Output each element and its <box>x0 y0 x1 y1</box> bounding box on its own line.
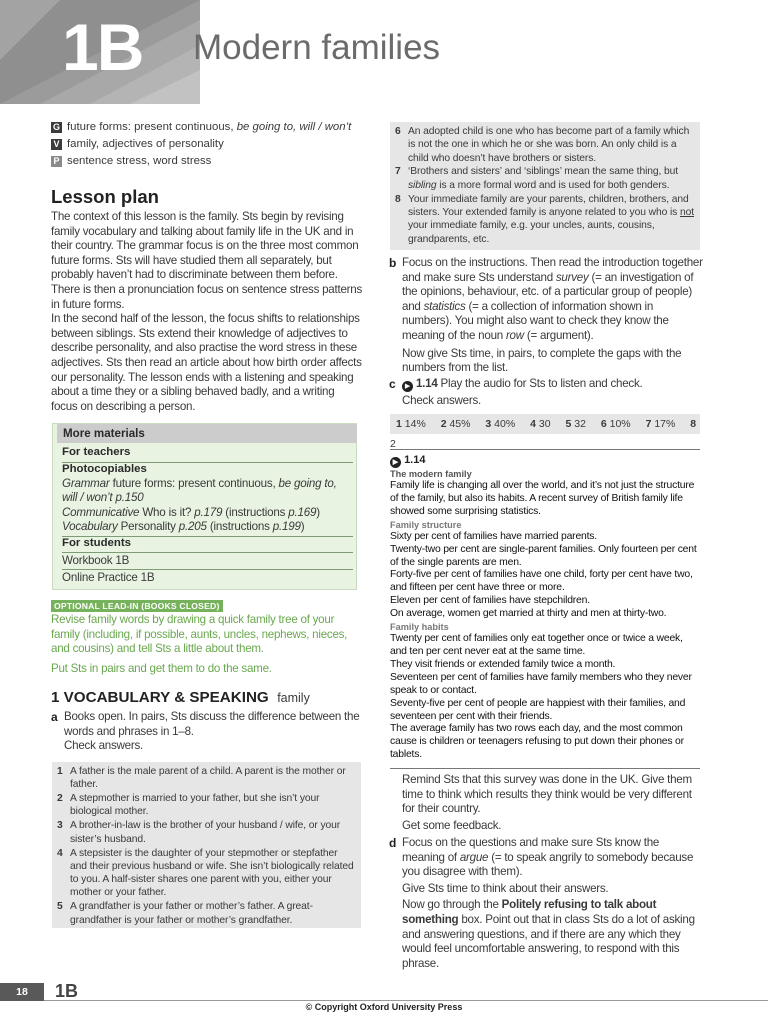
exercise-d-text3 <box>402 898 704 971</box>
answer-key-row <box>390 414 700 450</box>
answer-key-item <box>396 418 432 430</box>
key-val: 32 <box>574 418 586 430</box>
answer-key-item <box>530 418 556 430</box>
text: (= argument). <box>523 328 594 342</box>
heading-sub: family <box>277 691 310 705</box>
text: (instructions <box>206 520 273 533</box>
focus-text: sentence stress, word stress <box>67 155 212 167</box>
exercise-d <box>389 836 704 971</box>
answer-text: is a more formal word and is used for both genders. <box>436 179 670 191</box>
online-practice-ref: Online Practice 1B <box>62 571 155 584</box>
audio-icon[interactable]: ▶ <box>402 381 413 392</box>
answer-underline: not <box>679 206 694 218</box>
focus-grammar <box>51 120 351 135</box>
footer-rule <box>0 1000 768 1001</box>
audioscript-line: Seventeen per cent of families have family members who they never speak to or contact. <box>390 671 692 696</box>
focus-text-italic: be going to, will / won’t <box>236 121 352 133</box>
vocabulary-photocopiable <box>62 520 354 534</box>
track-number: 1.14 <box>415 377 438 390</box>
grammar-photocopiable <box>62 477 354 505</box>
exercise-b-text2: Now give Sts time, in pairs, to complete the gaps with the numbers from the list. <box>402 346 682 375</box>
text: Focus on the questions and make sure Sts know the meaning of <box>402 836 660 864</box>
label: Vocabulary <box>62 520 118 533</box>
answer-text: Your immediate family are your parents, children, brothers, and sisters. Your extended family is anyone related to you who is <box>408 193 689 218</box>
audioscript-line: On average, women get married at thirty and men at thirty-two. <box>390 608 667 620</box>
exercise-letter: a <box>51 710 58 724</box>
key-val: 2 <box>390 438 396 450</box>
key-num: 4 <box>530 418 536 430</box>
lesson-plan-p1: The context of this lesson is the family. Sts begin by revising family vocabulary and talking about family life in the UK and in their country. The grammar focus is on the three most common future forms. Sts will have studied them all separately, but probably haven’t had to discriminate between them before. There is then a pronunciation focus on sentence stress patterns in future forms. <box>51 210 362 311</box>
audioscript-line: Seventy-five per cent of people are happiest with their families, and seventeen per cent with their friends. <box>390 697 686 722</box>
key-val: 10% <box>609 418 631 430</box>
key-val: 17% <box>654 418 676 430</box>
unit-code: 1B <box>62 10 143 84</box>
audioscript-subheading: Family habits <box>390 622 449 633</box>
answer-italic: sibling <box>408 179 437 191</box>
answer-text: A brother-in-law is the brother of your husband / wife, or your sister’s husband. <box>70 820 341 845</box>
exercise-b-text <box>402 256 704 344</box>
audioscript-line: Eleven per cent of families have stepchildren. <box>390 595 590 607</box>
text: ) <box>316 506 320 519</box>
exercise-c-text <box>402 377 704 392</box>
audioscript-line: Sixty per cent of families have married parents. <box>390 530 597 542</box>
divider <box>62 552 353 553</box>
vocabulary-badge: V <box>51 139 62 150</box>
exercise-c-text2: Check answers. <box>402 394 481 407</box>
text: Focus on the instructions. Then read the introduction together and make sure Sts understand <box>402 256 703 284</box>
heading-text: 1 VOCABULARY & SPEAKING <box>51 689 269 706</box>
text: ) <box>300 520 305 533</box>
unit-title: Modern families <box>193 28 441 67</box>
answer-number: 2 <box>57 793 63 805</box>
exercise-a-text2: Check answers. <box>64 739 143 753</box>
key-num: 7 <box>645 418 652 430</box>
answer-item <box>390 193 694 246</box>
for-teachers-heading: For teachers <box>62 446 131 458</box>
audioscript-line: Family life is changing all over the world, and it’s not just the structure of the family, but also its habits. A recent survey of British family life showed some surprising statistics. <box>390 480 695 517</box>
answer-item <box>52 765 355 792</box>
answer-number: 3 <box>57 820 63 832</box>
focus-text: future forms: present continuous, <box>67 121 237 133</box>
lesson-plan-heading: Lesson plan <box>51 186 159 207</box>
text: (= a collection of information shown in numbers). You might also want to check they know the meaning of the noun <box>402 299 669 342</box>
exercise-letter: c <box>389 377 396 391</box>
audioscript-title: The modern family <box>390 469 472 479</box>
page-ref: p.179 <box>194 506 223 519</box>
answer-item <box>52 900 355 927</box>
answer-item <box>52 847 355 900</box>
text-italic: statistics <box>423 299 466 313</box>
exercise-letter: d <box>389 836 397 850</box>
lead-in-p2: Put Sts in pairs and get them to do the same. <box>51 662 272 675</box>
answer-text: A stepmother is married to your father, but she isn’t your biological mother. <box>70 793 320 818</box>
focus-pronunciation <box>51 154 211 169</box>
key-num: 8 <box>690 418 697 430</box>
key-val: 30 <box>538 418 551 430</box>
audioscript-track <box>390 453 700 468</box>
answer-text: your immediate family, e.g. your uncles, aunts, cousins, grandparents, etc. <box>408 220 655 245</box>
answers-box-left <box>52 762 361 928</box>
text-italic: row <box>505 328 524 342</box>
more-materials-box <box>52 423 357 590</box>
text-italic: be going to, will / won’t p.150 <box>62 477 337 504</box>
pronunciation-badge: P <box>51 156 62 167</box>
text: box. Point out that in class Sts do a lot of asking and answering questions, and if there are any which they would feel uncomfortable answering, to respond with this phrase. <box>402 912 695 970</box>
answer-number: 1 <box>57 766 63 777</box>
answer-key-item <box>646 418 682 430</box>
divider <box>62 569 353 570</box>
answer-text: A father is the male parent of a child. A parent is the mother or father. <box>70 766 346 791</box>
answer-number: 7 <box>395 166 401 178</box>
exercise-b <box>389 256 704 376</box>
page-ref: p.205 <box>178 520 207 533</box>
page-ref: p.199 <box>272 520 301 533</box>
grammar-badge: G <box>52 122 60 132</box>
text: Now go through the <box>402 898 502 912</box>
more-materials-title: More materials <box>57 424 357 443</box>
workbook-ref: Workbook 1B <box>62 554 130 567</box>
answer-number: 5 <box>57 901 63 913</box>
answer-key-item <box>441 418 477 430</box>
track-number: 1.14 <box>404 454 426 466</box>
answer-number: 8 <box>395 193 401 205</box>
key-val: 45% <box>449 418 471 430</box>
focus-vocabulary <box>51 137 224 152</box>
text: Personality <box>117 520 179 533</box>
copyright: © Copyright Oxford University Press <box>305 1002 463 1012</box>
audioscript-line: Twenty per cent of families only eat together once or twice a week, and ten per cent never eat at the same time. <box>390 633 683 657</box>
key-val: 14% <box>404 418 426 430</box>
label: Grammar <box>62 477 110 490</box>
answer-text: A stepsister is the daughter of your stepmother or stepfather and their previous husband or wife. She isn’t biologically related to you. A half-sister shares one parent with you, either your mother or your father. <box>70 847 354 899</box>
exercise-d-text2: Give Sts time to think about their answers. <box>402 881 609 895</box>
answer-key-item <box>565 418 591 430</box>
page-ref: p.169 <box>288 506 317 519</box>
audioscript-line: The average family has two rows each day, and the most common cause is children or teenagers refusing to put down their phones or tablets. <box>390 723 684 761</box>
key-num: 2 <box>440 418 447 430</box>
key-num: 6 <box>600 418 607 430</box>
lesson-plan-p2: In the second half of the lesson, the focus shifts to relationships between siblings. Sts extend their knowledge of adjectives to describe personality, and also practise the word stress in these adjectives. Sts then read an article about how birth order affects our personality. The lesson ends with a listening and speaking about a time they or a sibling behaved badly, and a writing focus on describing a person. <box>51 312 362 413</box>
key-num: 3 <box>485 418 492 430</box>
label: Communicative <box>62 506 140 519</box>
audioscript-block <box>390 449 700 769</box>
answer-text: An adopted child is one who has become part of a family which is not the one in which he or she was born. An only child is a child who doesn’t have brothers or sisters. <box>408 126 690 164</box>
exercise-a-text: Books open. In pairs, Sts discuss the difference between the words and phrases in 1–8. <box>64 710 360 738</box>
lesson-plan-intro <box>51 210 362 414</box>
communicative-photocopiable <box>62 506 354 520</box>
answer-item <box>52 792 355 819</box>
optional-lead-in-label: OPTIONAL LEAD-IN (BOOKS CLOSED) <box>51 600 223 612</box>
vocabulary-speaking-heading <box>51 689 310 706</box>
answer-item <box>390 125 694 165</box>
audioscript-line: Forty-five per cent of families have one child, forty per cent have two, and fifteen per cent have three or more. <box>390 569 693 594</box>
lead-in-p1: Revise family words by drawing a quick family tree of your family (including, if possible, aunts, uncles, nephews, nieces, and cousins) and tell Sts a little about them. <box>51 613 348 656</box>
exercise-d-text <box>402 836 704 880</box>
audioscript-subheading: Family structure <box>390 519 462 530</box>
text-bold: Politely refusing to talk about something <box>402 898 657 926</box>
footer-unit: 1B <box>55 981 79 1001</box>
audio-icon[interactable]: ▶ <box>390 457 401 468</box>
text: (instructions <box>222 506 289 519</box>
answer-key-item <box>485 418 521 430</box>
after-p1: Remind Sts that this survey was done in the UK. Give them time to think which results they think would be very different for their country. <box>402 773 692 816</box>
key-val: 40% <box>494 418 516 430</box>
text-italic: argue <box>459 850 489 864</box>
after-p2: Get some feedback. <box>402 818 502 832</box>
audioscript-line: Twenty-two per cent are single-parent families. Only fourteen per cent of the single parents are men. <box>390 543 697 568</box>
key-num: 1 <box>396 418 402 430</box>
answer-item <box>390 165 694 192</box>
exercise-letter: b <box>389 256 397 270</box>
text: (= to speak angrily to somebody because you disagree with them). <box>402 850 694 879</box>
text: future forms: present continuous, <box>109 477 279 490</box>
text-italic: survey <box>555 270 589 284</box>
answer-number: 6 <box>395 126 401 137</box>
text: (= an investigation of the opinions, behaviour, etc. of a particular group of people) and <box>402 270 694 313</box>
answer-text: A grandfather is your father or mother’s father. A great-grandfather is your father or mother’s grandfather. <box>70 901 313 926</box>
answer-key-item <box>601 418 637 430</box>
photocopiables-heading: Photocopiables <box>62 463 147 475</box>
answers-box-right <box>390 122 700 250</box>
exercise-c <box>389 377 704 409</box>
audioscript-line: They visit friends or extended family twice a month. <box>390 658 616 670</box>
for-students-heading: For students <box>62 537 131 549</box>
focus-text: family, adjectives of personality <box>67 138 224 150</box>
answer-number: 4 <box>57 847 63 859</box>
text: Play the audio for Sts to listen and check. <box>437 377 643 390</box>
exercise-a <box>51 710 362 754</box>
after-listening <box>402 773 704 833</box>
answer-text: ‘Brothers and sisters’ and ‘siblings’ mean the same thing, but <box>408 166 679 178</box>
answer-item <box>52 819 355 846</box>
page-number: 18 <box>0 983 44 1001</box>
text: Who is it? <box>139 506 195 519</box>
key-num: 5 <box>565 418 572 430</box>
